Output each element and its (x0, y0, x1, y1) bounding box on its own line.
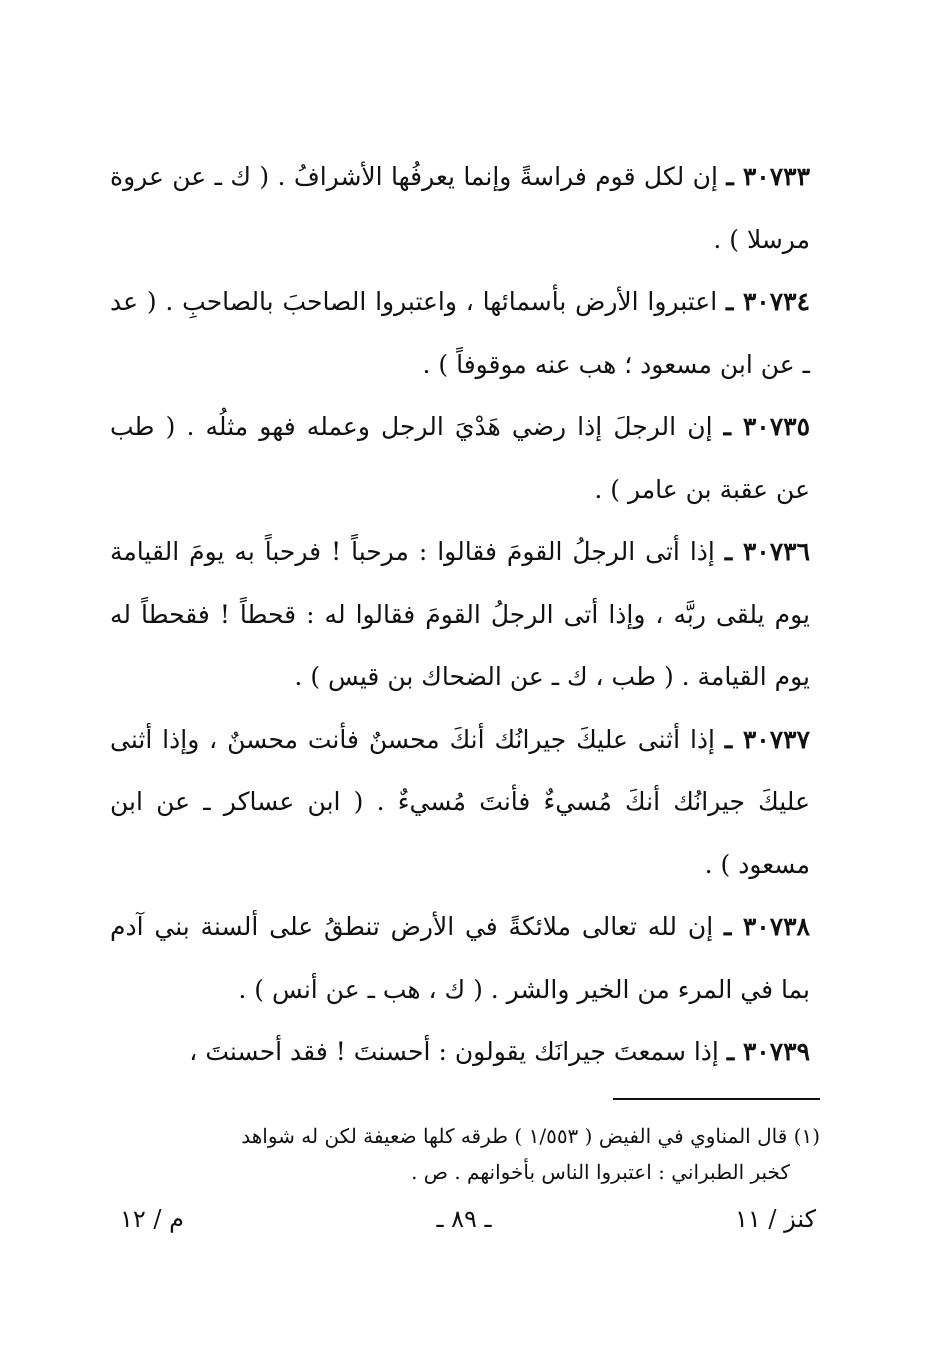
hadith-entry-30738 (110, 896, 810, 1021)
entry-text: اعتبروا الأرض بأسمائها ، واعتبروا الصاحبَ بالصاحبِ . ( عد ـ عن ابن مسعود ؛ هب عنه موقوفاً ) . (110, 287, 810, 379)
hadith-entries (110, 146, 810, 1084)
hadith-entry-30736 (110, 521, 810, 709)
hadith-entry-30739 (110, 1021, 810, 1084)
hadith-entry-30737 (110, 709, 810, 897)
entry-text: إن لله تعالى ملائكةً في الأرض تنطقُ على ألسنة بني آدم بما في المرء من الخير والشر . ( ك ، هب ـ عن أنس ) . (110, 912, 810, 1004)
hadith-entry-30733 (110, 146, 810, 271)
entry-text: إذا سمعتَ جيرانَك يقولون : أحسنتَ ! فقد أحسنتَ ، (189, 1037, 727, 1066)
entry-number: ٣٠٧٣٧ ـ (724, 724, 810, 754)
entry-text: إن لكل قوم فراسةً وإنما يعرفُها الأشرافُ . ( ك ـ عن عروة مرسلا ) . (110, 162, 810, 254)
footnote-line-1: (١) قال المناوي في الفيض ( ١/٥٥٣ ) طرقه كلها ضعيفة لكن له شواهد (241, 1124, 820, 1148)
footer-volume-label: كنز / ١١ (734, 1205, 816, 1233)
entry-number: ٣٠٧٣٣ ـ (726, 162, 810, 191)
footer-signature-label: م / ١٢ (120, 1205, 184, 1233)
entry-text: إذا أثنى عليكَ جيرانُك أنكَ محسنٌ فأنت محسنٌ ، وإذا أثنى عليكَ جيرانُك أنكَ مُسيءٌ فأنتَ مُسيءٌ . ( ابن عساكر ـ عن ابن مسعود ) . (110, 724, 810, 879)
entry-text: إذا أتى الرجلُ القومَ فقالوا : مرحباً ! فرحباً به يومَ القيامة يوم يلقى ربَّه ، وإذا أتى الرجلُ القومَ فقالوا له : قحطاً ! فقحطاً له يوم القيامة . ( طب ، ك ـ عن الضحاك بن قيس ) . (110, 537, 810, 691)
entry-number: ٣٠٧٣٨ ـ (723, 912, 810, 941)
hadith-entry-30734 (110, 271, 810, 396)
entry-text: إن الرجلَ إذا رضي هَدْيَ الرجل وعمله فهو مثلُه . ( طب عن عقبة بن عامر ) . (110, 412, 810, 504)
page-number: ـ ٨٩ ـ (436, 1205, 492, 1233)
footnote (110, 1118, 820, 1190)
footnote-line-2: كخبر الطبراني : اعتبروا الناس بأخوانهم . ص . (411, 1160, 790, 1184)
entry-number: ٣٠٧٣٥ ـ (723, 412, 811, 441)
footnote-divider (613, 1098, 820, 1100)
entry-number: ٣٠٧٣٦ ـ (724, 537, 810, 566)
entry-number: ٣٠٧٣٤ ـ (725, 287, 811, 316)
hadith-entry-30735 (110, 396, 810, 521)
entry-number: ٣٠٧٣٩ ـ (726, 1037, 810, 1066)
